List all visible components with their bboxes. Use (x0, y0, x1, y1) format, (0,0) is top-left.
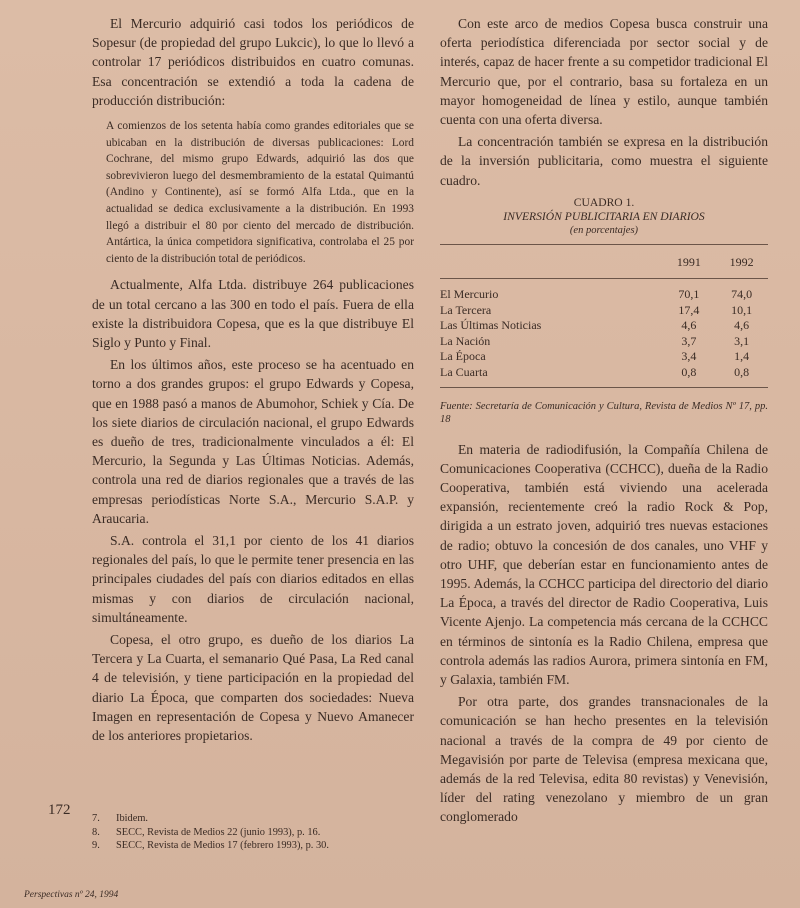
paragraph: Actualmente, Alfa Ltda. distribuye 264 publicaciones de un total cercano a las 300 en todo el país. Fuera de ella existe la distribuidora Copesa, que es la que distribuye El Siglo y Punto y Final. (92, 277, 414, 350)
footnote (92, 826, 414, 840)
table-cell: 4,6 (734, 318, 750, 333)
table-header: 1991 (663, 244, 716, 278)
table-cell: 70,1 (678, 287, 700, 302)
footnotes (92, 812, 414, 853)
paragraph: Con este arco de medios Copesa busca construir una oferta periodística diferenciada por sector social y de interés, capaz de hacer frente a su competidor tradicional El Mercurio que, por el contrario, basa su fortaleza en un mayor homogeneidad de línea y estilo, aunque también cuenta con una oferta diversa. (440, 16, 768, 128)
table-cell: 4,6 (681, 318, 697, 333)
paragraph: En los últimos años, este proceso se ha acentuado en torno a dos grandes grupos: el grupo Edwards y Copesa, que en 1988 pasó a manos de Abumohor, Schiek y Cía. De los siete diarios de circulación nacional, el grupo Edwards es dueño de tres, tradicionalmente vinculados a él: El Mercurio, la Segunda y Las Últimas Noticias. Además, controla una red de diarios regionales que a través de las empresas periodísticas Norte S.A., Mercurio S.A.P. y Araucaria. (92, 357, 414, 526)
paragraph: Por otra parte, dos grandes transnacionales de la comunicación se han hecho presentes en la televisión nacional a través de la compra de 49 por ciento de Megavisión por parte de Televisa (empresa mexicana que, además de la red Televisa, edita 80 revistas) y Venevisión, líder del rating venezolano y miembro de un gran conglomerado (440, 694, 768, 825)
page-number: 172 (48, 802, 71, 818)
paragraph: Copesa, el otro grupo, es dueño de los diarios La Tercera y La Cuarta, el semanario Qué Pasa, La Red canal 4 de televisión, y tiene participación en la propiedad del diario La Época, que comparten dos sociedades: Nueva Imagen en representación de Copesa y Nuevo Amanecer de los anteriores propietarios. (92, 632, 414, 744)
table-cell: 74,0 (731, 287, 753, 302)
footnote-number: 8. (92, 826, 100, 838)
table-row (440, 349, 768, 365)
table-cell: 1,4 (734, 349, 750, 364)
left-column (92, 14, 414, 748)
footnote (92, 839, 414, 853)
paragraph: El Mercurio adquirió casi todos los periódicos de Sopesur (de propiedad del grupo Lukcic), lo que lo llevó a controlar 17 periódicos distribuidos en cuatro comunas. Esa concentración se extendió a toda la cadena de producción distribución: (92, 16, 414, 108)
table-cell: 3,1 (734, 333, 750, 348)
table-row (440, 365, 768, 387)
table-cell: 17,4 (678, 302, 700, 317)
paragraph: En materia de radiodifusión, la Compañía Chilena de Comunicaciones Cooperativa (CCHCC), dueña de la Radio Cooperativa, también está viviendo una acelerada expansión, recientemente creó la radio Rock & Pop, dirigida a un estrato joven, adquirió tres nuevas estaciones de radio; obtuvo la concesión de dos canales, uno VHF y otro UHF, que deberían estar en funcionamiento antes de 1995. Además, la CCHCC participa del directorio del diario La Época, a través del director de Radio Cooperativa, Luis Vicente Ajenjo. La competencia más cercana de la CCHCC en términos de sintonía es la Radio Chilena, empresa que controla además las radios Aurora, primera sintonía en FM, y Galaxia, también FM. (440, 441, 768, 688)
table-unit: (en porcentajes) (569, 224, 639, 236)
table-header: 1992 (715, 244, 768, 278)
table-title: CUADRO 1. (573, 195, 635, 209)
table-caption (440, 196, 768, 238)
paragraph: S.A. controla el 31,1 por ciento de los 41 diarios regionales del país, lo que le permite tener presencia en las principales ciudades del país con diarios editados en ellas mismas y con diarios de circulación nacional, simultáneamente. (92, 533, 414, 625)
table-cell: La Tercera (440, 302, 492, 317)
table-row (440, 334, 768, 350)
footnote-text: SECC, Revista de Medios 17 (febrero 1993), p. 30. (116, 840, 329, 851)
footnote (92, 812, 414, 826)
table-cell: La Nación (440, 333, 491, 348)
table-cell: 0,8 (715, 365, 768, 387)
table-cell: Las Últimas Noticias (440, 318, 542, 333)
footnote-number: 7. (92, 813, 100, 824)
table-cell: La Cuarta (440, 365, 663, 387)
paragraph: La concentración también se expresa en la distribución de la inversión publicitaria, como muestra el siguiente cuadro. (440, 134, 768, 188)
table-row (440, 279, 768, 303)
table-subtitle: INVERSIÓN PUBLICITARIA EN DIARIOS (503, 209, 705, 223)
table-cell: 0,8 (663, 365, 716, 387)
table-cell: La Época (440, 349, 486, 364)
table-row (440, 303, 768, 319)
table-header-row (440, 244, 768, 278)
table-header (440, 244, 663, 278)
block-quote: A comienzos de los setenta había como grandes editoriales que se ubicaban en la distribución de diversas publicaciones: Lord Cochrane, del mismo grupo Edwards, adquirió las dos que sobrevivieron luego del desmembramiento de la estatal Quimantú (Andino y Continente), así se formó Alfa Ltda., que en la actualidad se dedica exclusivamente a la distribución. En 1993 llegó a distribuir el 80 por ciento del mercado de distribución. Antártica, la única competidora significativa, controlaba el 25 por ciento de la distribución total de periódicos. (106, 120, 414, 265)
advertising-table (440, 244, 768, 388)
table-cell: 3,4 (681, 349, 697, 364)
footnote-number: 9. (92, 840, 100, 851)
right-column (440, 14, 768, 830)
table-cell: 10,1 (731, 302, 753, 317)
table-cell: 3,7 (681, 333, 697, 348)
table-cell: El Mercurio (440, 287, 499, 302)
footnote-text: SECC, Revista de Medios 22 (junio 1993), p. 16. (116, 826, 321, 838)
table-row (440, 318, 768, 334)
footnote-text: Ibidem. (116, 813, 149, 824)
table-source: Fuente: Secretaría de Comunicación y Cultura, Revista de Medios Nº 17, pp. 18 (440, 400, 768, 425)
journal-footer: Perspectivas nº 24, 1994 (24, 890, 119, 900)
